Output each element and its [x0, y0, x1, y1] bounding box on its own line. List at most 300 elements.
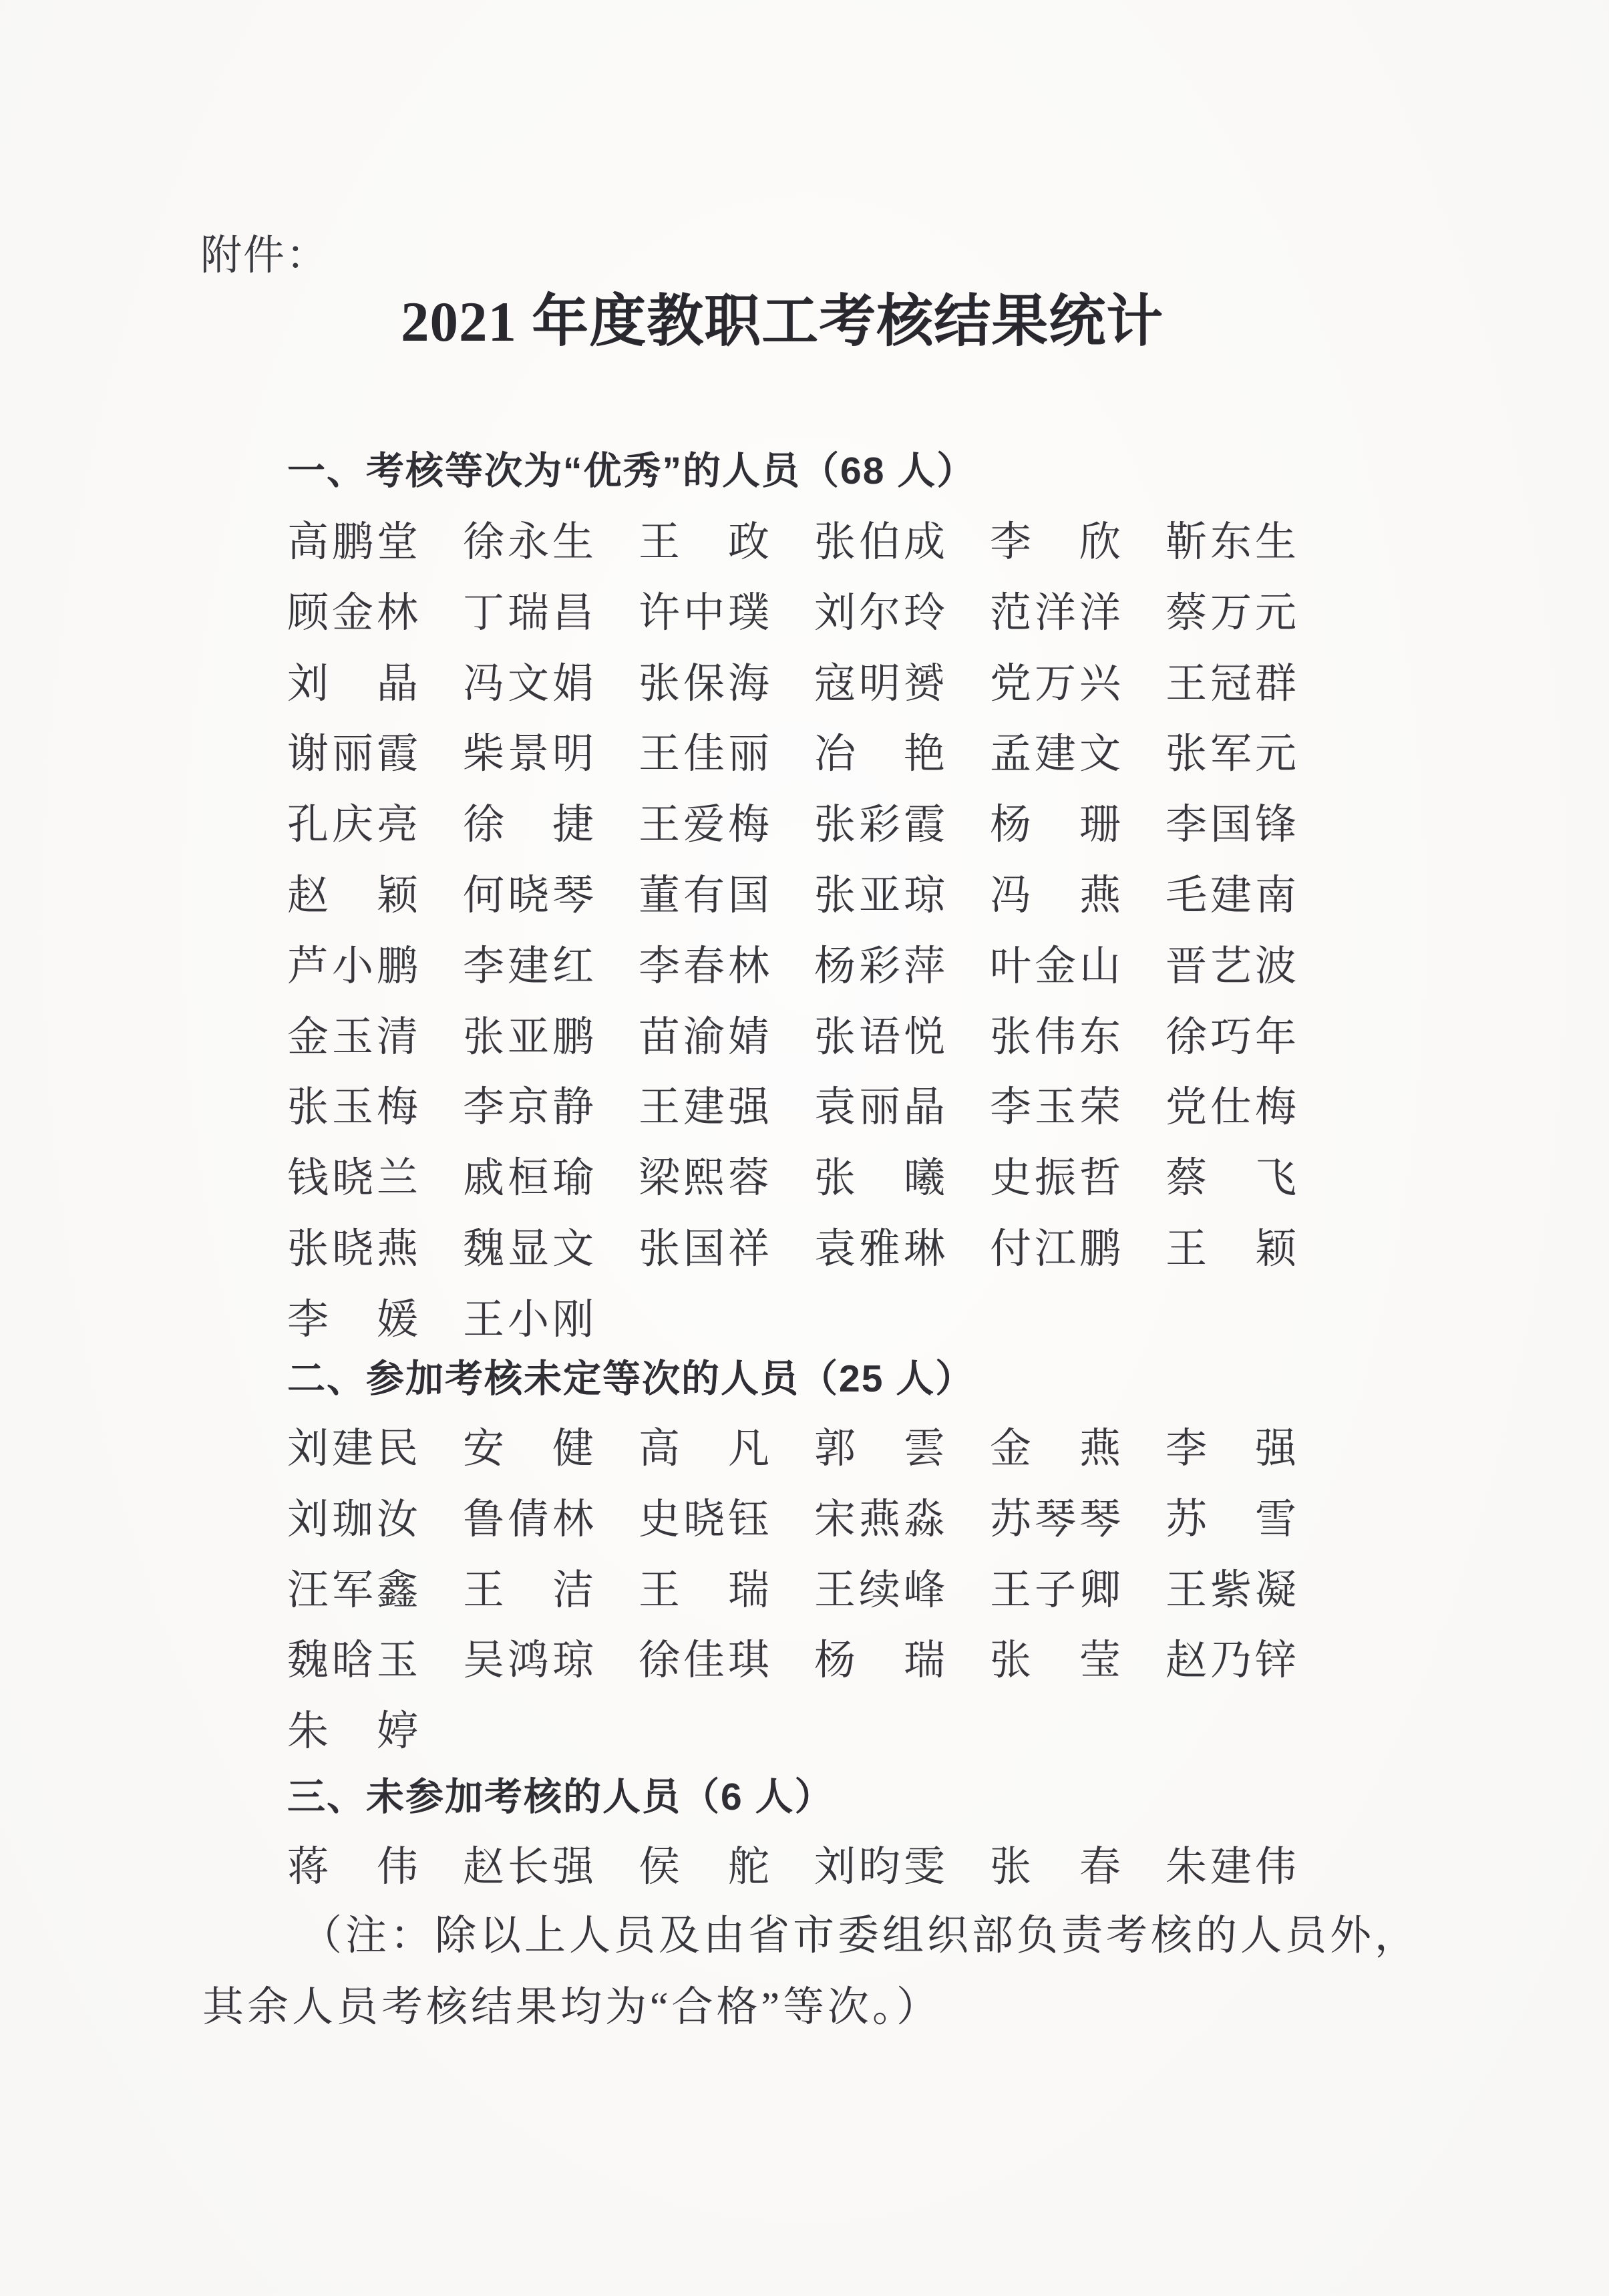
name-row: [287, 661, 1299, 732]
name-cell: [990, 731, 1121, 777]
name-cell: [287, 1297, 418, 1343]
name-char: 雯: [903, 1844, 945, 1890]
name-char: 张: [463, 1014, 505, 1060]
name-row: [287, 802, 1299, 873]
name-cell: [463, 1844, 594, 1890]
name-cell: [463, 1568, 594, 1613]
name-char: 燕: [376, 1226, 418, 1272]
name-char: 乃: [1210, 1638, 1252, 1684]
name-cell: [287, 1497, 418, 1542]
name-char: 成: [903, 520, 945, 565]
name-char: 生: [1254, 520, 1296, 565]
name-char: 哲: [1079, 1156, 1121, 1202]
name-char: 桓: [507, 1156, 549, 1202]
name-cell: [814, 1426, 945, 1472]
name-char: 元: [1254, 590, 1296, 636]
name-char: 强: [552, 1844, 594, 1890]
name-row: [287, 520, 1299, 591]
name-char: 付: [990, 1226, 1032, 1272]
name-char: 钰: [727, 1496, 769, 1542]
name-char: 尔: [858, 590, 900, 636]
name-cell: [814, 1226, 945, 1272]
name-char: 苗: [639, 1014, 681, 1060]
name-cell: [814, 1638, 945, 1683]
name-char: 健: [552, 1426, 594, 1472]
name-cell: [463, 1226, 594, 1272]
name-char: 颖: [376, 872, 418, 919]
name-char: 王: [639, 1567, 681, 1613]
name-cell: [814, 873, 945, 919]
name-cell: [463, 1497, 594, 1542]
name-char: 晶: [376, 661, 418, 707]
name-char: 安: [463, 1426, 505, 1472]
name-char: 柴: [463, 731, 505, 778]
name-char: 政: [727, 520, 769, 565]
name-char: 张: [1166, 731, 1208, 778]
name-char: 生: [552, 520, 594, 565]
name-char: 保: [683, 661, 725, 707]
name-cell: [1166, 802, 1296, 848]
name-char: 王: [639, 802, 681, 848]
name-char: 丽: [727, 731, 769, 778]
name-char: 金: [1034, 943, 1076, 989]
name-char: 赵: [287, 872, 329, 919]
name-char: 春: [683, 943, 725, 989]
name-char: 长: [507, 1844, 549, 1890]
name-char: 山: [1079, 943, 1121, 989]
name-char: 有: [683, 872, 725, 919]
name-char: 燕: [1079, 872, 1121, 919]
name-cell: [990, 1497, 1121, 1542]
name-char: 张: [814, 1156, 856, 1202]
name-row: [287, 1844, 1299, 1915]
name-char: 霞: [376, 731, 418, 778]
name-char: 林: [727, 943, 769, 989]
name-char: 显: [507, 1226, 549, 1272]
name-char: 东: [1210, 520, 1252, 565]
name-char: 清: [376, 1014, 418, 1060]
name-char: 林: [376, 590, 418, 636]
name-char: 明: [552, 731, 594, 778]
name-char: 赵: [1166, 1638, 1208, 1684]
name-cell: [1166, 661, 1296, 707]
name-char: 琴: [1079, 1496, 1121, 1542]
name-char: 国: [683, 1226, 725, 1272]
name-char: 叶: [990, 943, 1032, 989]
name-char: 李: [1166, 1426, 1208, 1472]
name-char: 史: [990, 1156, 1032, 1202]
name-char: 语: [858, 1014, 900, 1060]
name-char: 徐: [463, 802, 505, 848]
name-cell: [639, 1085, 769, 1130]
name-char: 王: [639, 520, 681, 565]
name-char: 海: [727, 661, 769, 707]
name-char: 高: [287, 520, 329, 565]
name-cell: [463, 520, 594, 565]
name-char: 何: [463, 872, 505, 919]
name-char: 万: [1034, 661, 1076, 707]
name-char: 琴: [1034, 1496, 1076, 1542]
name-char: 杨: [814, 943, 856, 989]
name-char: 荣: [1079, 1085, 1121, 1131]
name-row: [287, 591, 1299, 661]
name-char: 彩: [858, 943, 900, 989]
name-cell: [990, 1085, 1121, 1130]
name-char: 祥: [727, 1226, 769, 1272]
name-cell: [287, 591, 418, 636]
name-char: 军: [331, 1567, 373, 1613]
name-cell: [287, 731, 418, 777]
name-char: 玉: [376, 1638, 418, 1684]
name-char: 鹏: [376, 943, 418, 989]
name-char: 冠: [1210, 661, 1252, 707]
name-char: 晓: [331, 1226, 373, 1272]
name-char: 苏: [990, 1496, 1032, 1542]
name-char: 张: [287, 1085, 329, 1131]
name-char: 梅: [727, 802, 769, 848]
name-char: 建: [1210, 1844, 1252, 1890]
name-cell: [639, 1568, 769, 1613]
name-char: 珈: [331, 1496, 373, 1542]
name-row: [287, 731, 1299, 802]
name-char: 民: [376, 1426, 418, 1472]
name-cell: [990, 1426, 1121, 1472]
name-char: 王: [1166, 661, 1208, 707]
name-char: 徐: [463, 520, 505, 565]
name-char: 李: [990, 520, 1032, 565]
name-char: 汝: [376, 1496, 418, 1542]
name-char: 张: [814, 520, 856, 565]
name-cell: [639, 1015, 769, 1060]
name-char: 鸿: [507, 1638, 549, 1684]
name-cell: [814, 1568, 945, 1613]
name-char: 郭: [814, 1426, 856, 1472]
name-char: 年: [1254, 1014, 1296, 1060]
name-cell: [639, 1156, 769, 1201]
name-char: 寇: [814, 661, 856, 707]
note-line-2: 其余人员考核结果均为“合格”等次。）: [202, 1985, 942, 2030]
note-line-1: （注：除以上人员及由省市委组织部负责考核的人员外，: [301, 1913, 1420, 1959]
name-char: 建: [507, 943, 549, 989]
name-char: 伯: [858, 520, 900, 565]
name-char: 魏: [463, 1226, 505, 1272]
name-cell: [639, 1226, 769, 1272]
name-char: 峰: [903, 1567, 945, 1613]
name-char: 靳: [1166, 520, 1208, 565]
name-char: 飞: [1254, 1156, 1296, 1202]
name-cell: [814, 802, 945, 848]
name-cell: [287, 944, 418, 989]
section-heading-ungraded: 二、参加考核未定等次的人员（25 人）: [287, 1357, 975, 1400]
name-char: 顾: [287, 590, 329, 636]
name-char: 江: [1034, 1226, 1076, 1272]
name-cell: [639, 1844, 769, 1890]
name-char: 婧: [727, 1014, 769, 1060]
attachment-label: 附件：: [200, 233, 329, 279]
name-char: 蒋: [287, 1844, 329, 1890]
name-char: 紫: [1210, 1567, 1252, 1613]
name-char: 振: [1034, 1156, 1076, 1202]
name-char: 建: [331, 1426, 373, 1472]
name-cell: [1166, 1497, 1296, 1542]
section-heading-excellent: 一、考核等次为“优秀”的人员（68 人）: [287, 450, 976, 492]
name-char: 万: [1210, 590, 1252, 636]
name-cell: [639, 731, 769, 777]
name-char: 张: [639, 1226, 681, 1272]
name-cell: [639, 1426, 769, 1472]
name-cell: [990, 520, 1121, 565]
name-char: 琳: [903, 1226, 945, 1272]
name-cell: [1166, 1085, 1296, 1130]
name-char: 赵: [463, 1844, 505, 1890]
name-char: 王: [1166, 1226, 1208, 1272]
name-char: 冶: [814, 731, 856, 778]
name-cell: [990, 873, 1121, 919]
name-char: 党: [1166, 1085, 1208, 1131]
name-grid-excellent: [287, 520, 1299, 1368]
name-cell: [814, 661, 945, 707]
name-row: [287, 1497, 1299, 1568]
name-char: 军: [1210, 731, 1252, 778]
name-row: [287, 1426, 1299, 1497]
name-char: 莹: [1079, 1638, 1121, 1684]
name-char: 昌: [552, 590, 594, 636]
name-char: 金: [331, 590, 373, 636]
name-char: 李: [287, 1297, 329, 1343]
name-cell: [990, 802, 1121, 848]
name-char: 亮: [376, 802, 418, 848]
name-char: 玉: [1034, 1085, 1076, 1131]
name-row: [287, 1568, 1299, 1639]
name-char: 梅: [1254, 1085, 1296, 1131]
name-cell: [814, 731, 945, 777]
name-char: 颖: [1254, 1226, 1296, 1272]
name-char: 婷: [376, 1709, 418, 1755]
name-char: 林: [552, 1496, 594, 1542]
name-char: 刘: [287, 661, 329, 707]
name-cell: [1166, 1568, 1296, 1613]
name-cell: [287, 802, 418, 848]
name-cell: [814, 944, 945, 989]
name-char: 钱: [287, 1156, 329, 1202]
name-char: 玉: [331, 1014, 373, 1060]
name-char: 鲁: [463, 1496, 505, 1542]
name-char: 鑫: [376, 1567, 418, 1613]
name-char: 蔡: [1166, 590, 1208, 636]
name-char: 刘: [814, 590, 856, 636]
name-char: 珊: [1079, 802, 1121, 848]
name-char: 汪: [287, 1567, 329, 1613]
name-cell: [990, 1638, 1121, 1683]
name-cell: [287, 1015, 418, 1060]
name-char: 欣: [1079, 520, 1121, 565]
name-char: 朱: [287, 1709, 329, 1755]
name-char: 鹏: [552, 1014, 594, 1060]
name-cell: [287, 1156, 418, 1201]
name-char: 瑞: [507, 590, 549, 636]
name-char: 群: [1254, 661, 1296, 707]
name-row: [287, 873, 1299, 944]
name-char: 熙: [683, 1156, 725, 1202]
name-char: 李: [463, 943, 505, 989]
name-char: 彩: [858, 802, 900, 848]
name-cell: [814, 1844, 945, 1890]
name-char: 文: [552, 1226, 594, 1272]
name-char: 高: [639, 1426, 681, 1472]
name-char: 张: [639, 661, 681, 707]
name-cell: [1166, 1426, 1296, 1472]
name-char: 洁: [552, 1567, 594, 1613]
name-cell: [639, 1638, 769, 1683]
name-char: 元: [1254, 731, 1296, 778]
name-char: 冯: [990, 872, 1032, 919]
name-char: 刘: [287, 1426, 329, 1472]
name-cell: [990, 591, 1121, 636]
name-char: 琼: [903, 872, 945, 919]
name-char: 淼: [903, 1496, 945, 1542]
name-char: 东: [1079, 1014, 1121, 1060]
section-heading-not-assessed: 三、未参加考核的人员（6 人）: [287, 1776, 834, 1818]
name-char: 强: [1254, 1426, 1296, 1472]
name-char: 宋: [814, 1496, 856, 1542]
name-char: 文: [1079, 731, 1121, 778]
name-char: 王: [990, 1567, 1032, 1613]
name-char: 爱: [683, 802, 725, 848]
name-char: 袁: [814, 1226, 856, 1272]
name-cell: [639, 661, 769, 707]
name-char: 王: [639, 731, 681, 778]
name-char: 徐: [1166, 1014, 1208, 1060]
name-char: 艺: [1210, 943, 1252, 989]
name-cell: [1166, 1015, 1296, 1060]
name-char: 芦: [287, 943, 329, 989]
name-cell: [287, 661, 418, 707]
name-char: 锋: [1254, 802, 1296, 848]
name-char: 晓: [683, 1496, 725, 1542]
name-char: 丽: [331, 731, 373, 778]
name-cell: [639, 1497, 769, 1542]
name-char: 亚: [507, 1014, 549, 1060]
name-char: 波: [1254, 943, 1296, 989]
name-cell: [287, 1085, 418, 1130]
name-char: 张: [814, 802, 856, 848]
name-cell: [463, 731, 594, 777]
name-char: 刘: [814, 1844, 856, 1890]
name-cell: [463, 1638, 594, 1683]
name-cell: [463, 661, 594, 707]
name-cell: [287, 1844, 418, 1890]
name-char: 孔: [287, 802, 329, 848]
name-char: 雅: [858, 1226, 900, 1272]
name-char: 强: [727, 1085, 769, 1131]
name-row: [287, 1156, 1299, 1226]
name-char: 佳: [683, 1638, 725, 1684]
name-cell: [990, 1156, 1121, 1201]
name-char: 丽: [858, 1085, 900, 1131]
name-char: 仕: [1210, 1085, 1252, 1131]
name-cell: [463, 1156, 594, 1201]
name-char: 亚: [858, 872, 900, 919]
name-cell: [990, 1015, 1121, 1060]
name-char: 冯: [463, 661, 505, 707]
name-row: [287, 1638, 1299, 1709]
name-char: 瑞: [727, 1567, 769, 1613]
name-char: 朱: [1166, 1844, 1208, 1890]
name-char: 萍: [903, 943, 945, 989]
name-char: 中: [683, 590, 725, 636]
name-char: 明: [858, 661, 900, 707]
name-char: 小: [507, 1297, 549, 1343]
name-cell: [463, 1015, 594, 1060]
name-char: 苏: [1166, 1496, 1208, 1542]
name-char: 毛: [1166, 872, 1208, 919]
name-cell: [990, 944, 1121, 989]
name-char: 晓: [331, 1156, 373, 1202]
name-char: 续: [858, 1567, 900, 1613]
name-cell: [287, 873, 418, 919]
name-char: 张: [990, 1638, 1032, 1684]
name-char: 娟: [552, 661, 594, 707]
name-char: 捷: [552, 802, 594, 848]
name-cell: [463, 873, 594, 919]
name-char: 京: [507, 1085, 549, 1131]
name-cell: [463, 1297, 594, 1343]
name-char: 李: [990, 1085, 1032, 1131]
name-char: 王: [463, 1567, 505, 1613]
name-char: 建: [683, 1085, 725, 1131]
name-char: 玲: [903, 590, 945, 636]
name-char: 凡: [727, 1426, 769, 1472]
name-char: 王: [463, 1297, 505, 1343]
name-char: 蓉: [727, 1156, 769, 1202]
name-cell: [814, 520, 945, 565]
name-char: 燕: [1079, 1426, 1121, 1472]
name-char: 王: [639, 1085, 681, 1131]
name-cell: [990, 1568, 1121, 1613]
name-char: 金: [287, 1014, 329, 1060]
name-char: 媛: [376, 1297, 418, 1343]
name-char: 兰: [376, 1156, 418, 1202]
name-char: 张: [287, 1226, 329, 1272]
name-cell: [1166, 1156, 1296, 1201]
name-char: 静: [552, 1085, 594, 1131]
name-char: 文: [507, 661, 549, 707]
name-char: 丁: [463, 590, 505, 636]
name-char: 孟: [990, 731, 1032, 778]
name-char: 悦: [903, 1014, 945, 1060]
name-char: 金: [990, 1426, 1032, 1472]
name-cell: [814, 591, 945, 636]
name-char: 戚: [463, 1156, 505, 1202]
name-cell: [1166, 1226, 1296, 1272]
name-char: 璞: [727, 590, 769, 636]
name-char: 张: [814, 872, 856, 919]
name-char: 红: [552, 943, 594, 989]
name-char: 鹏: [331, 520, 373, 565]
name-cell: [1166, 1638, 1296, 1683]
name-char: 佳: [683, 731, 725, 778]
name-char: 晗: [331, 1638, 373, 1684]
name-cell: [463, 591, 594, 636]
name-char: 晋: [1166, 943, 1208, 989]
name-char: 玉: [331, 1085, 373, 1131]
name-char: 艳: [903, 731, 945, 778]
name-char: 徐: [639, 1638, 681, 1684]
name-cell: [639, 802, 769, 848]
name-char: 党: [990, 661, 1032, 707]
name-cell: [990, 1226, 1121, 1272]
name-char: 史: [639, 1496, 681, 1542]
